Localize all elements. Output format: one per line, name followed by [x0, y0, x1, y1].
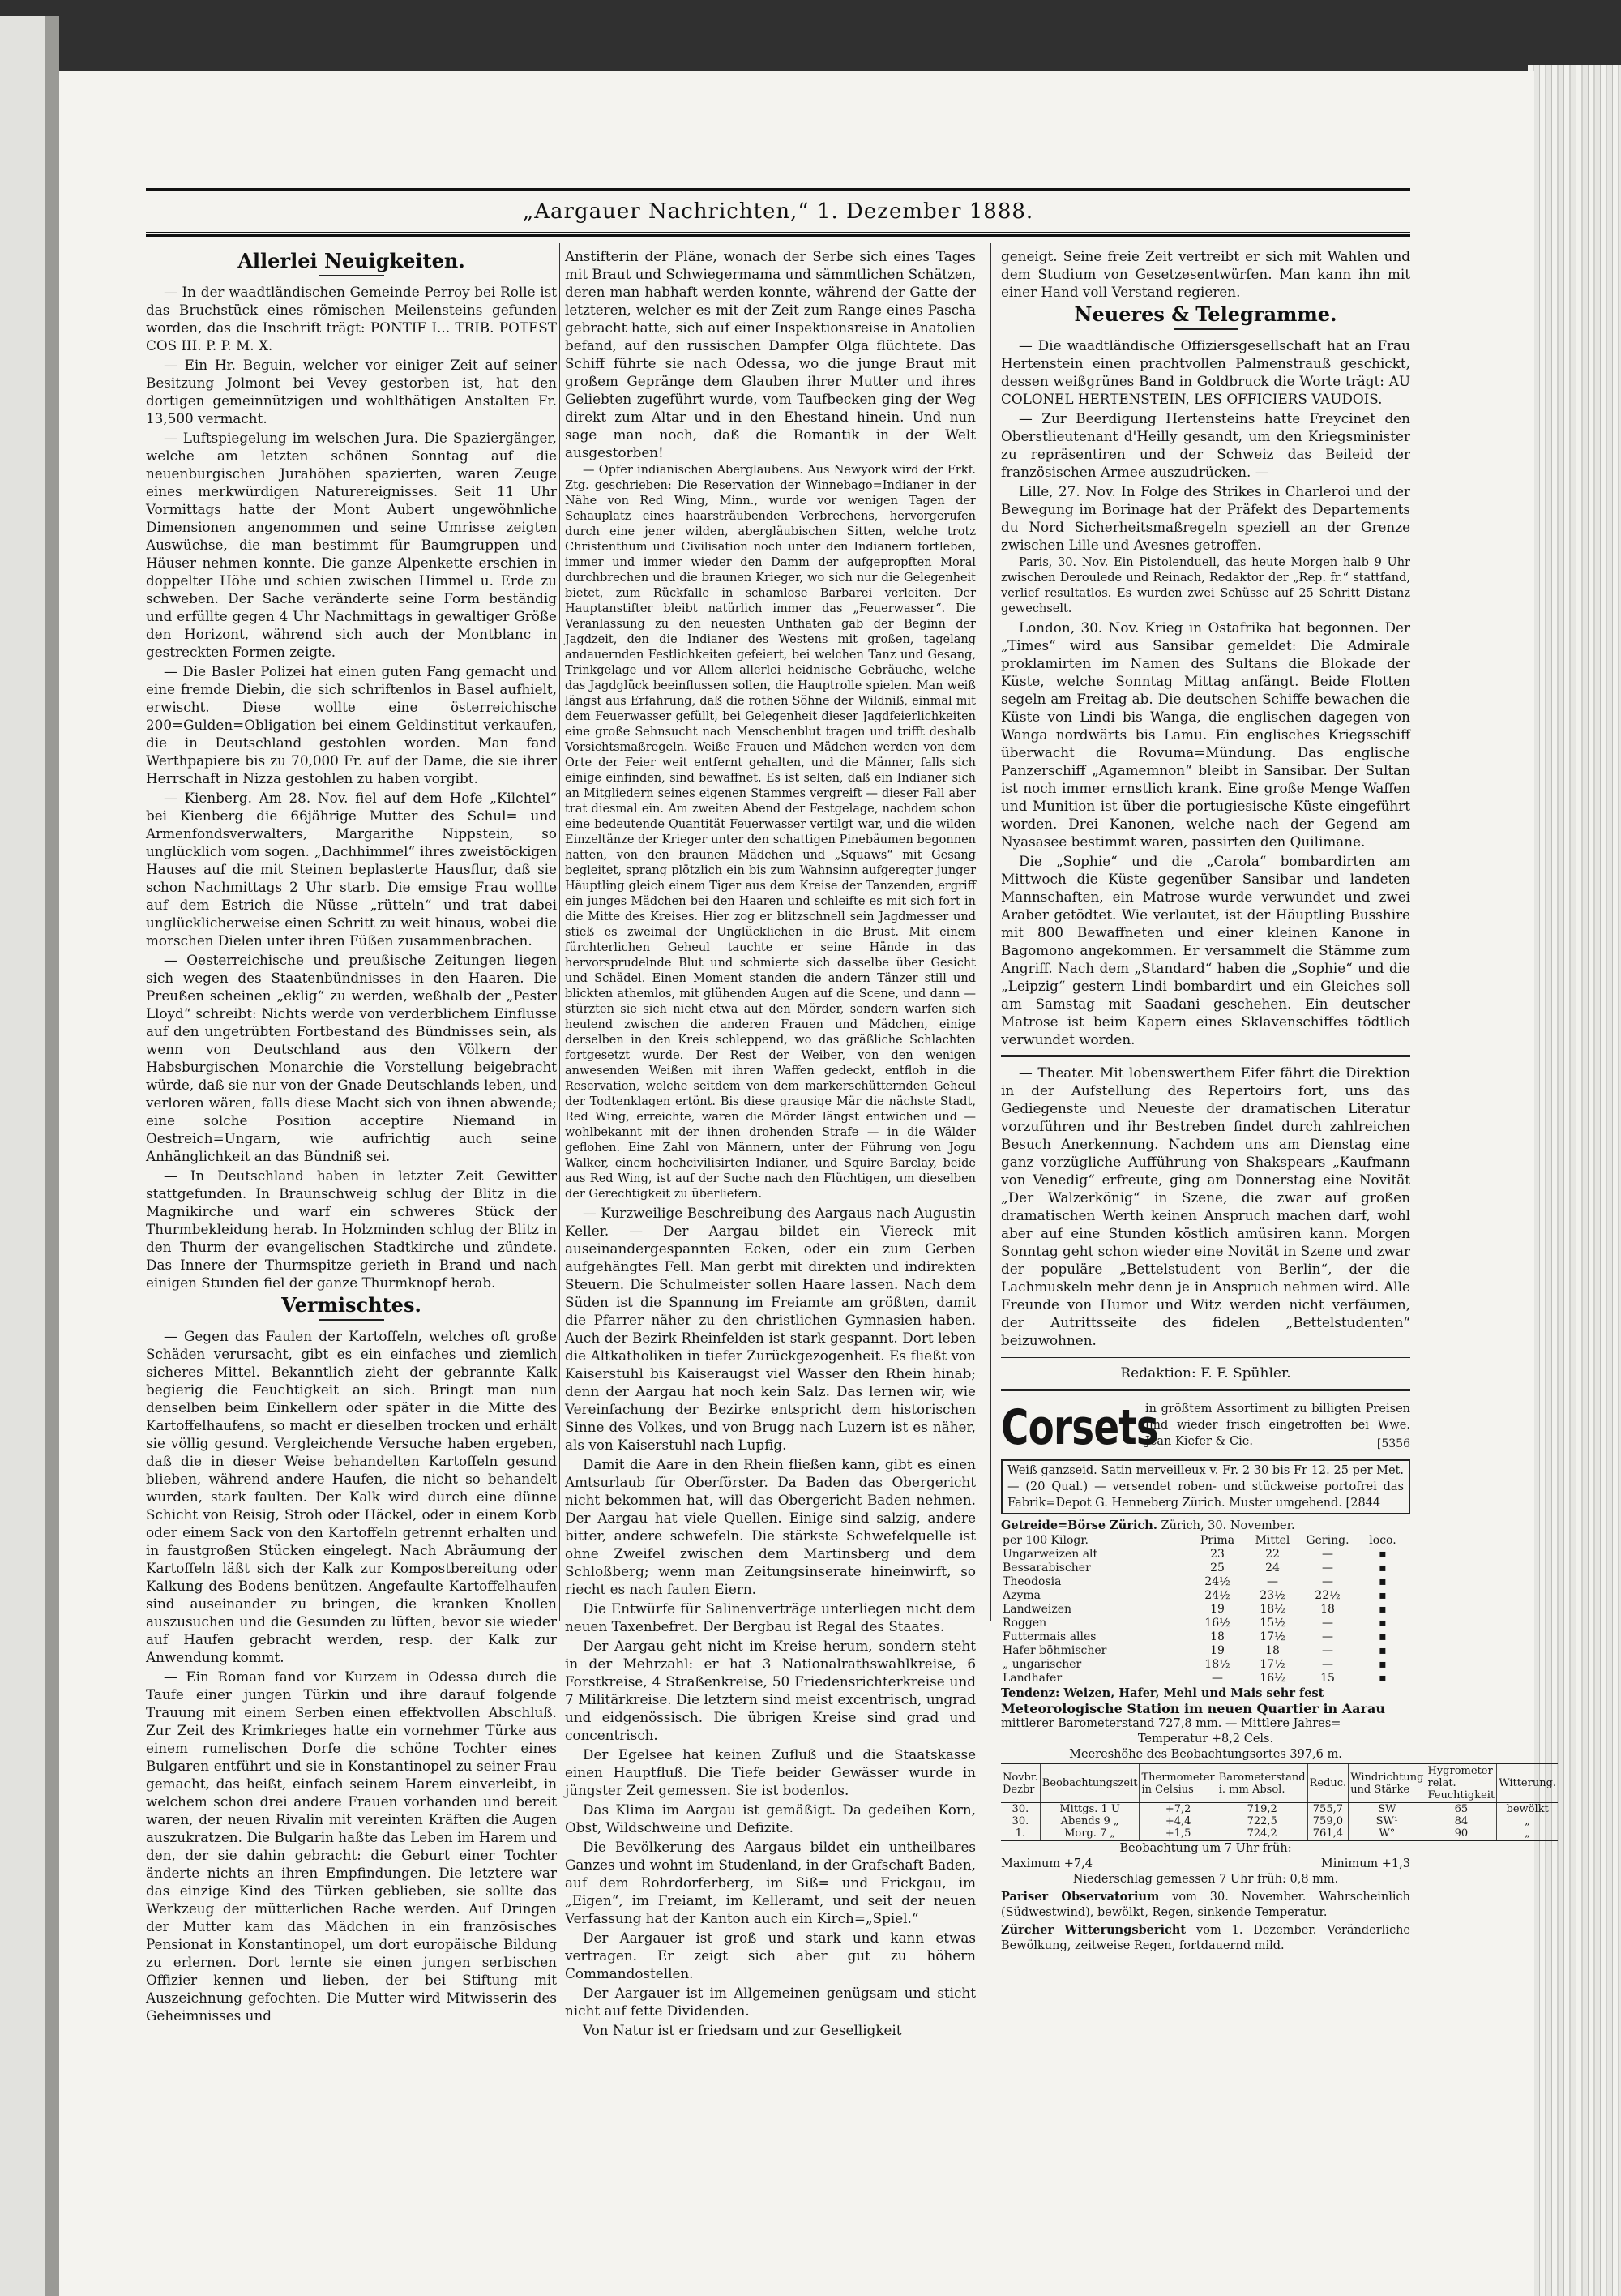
grain-price: 18½: [1204, 1658, 1230, 1671]
header-rule: [146, 188, 1410, 191]
meteo-cell: 84: [1426, 1815, 1497, 1827]
grain-price: 23½: [1260, 1589, 1285, 1602]
meteo-cell: 719,2: [1217, 1803, 1307, 1816]
grain-row: [1001, 1617, 1410, 1630]
editor-line: Redaktion: F. F. Spühler.: [1120, 1365, 1291, 1381]
grain-price: 25: [1210, 1561, 1225, 1574]
grain-price: —: [1322, 1658, 1333, 1671]
meteo-table: [1001, 1763, 1558, 1841]
meteo-row: [1001, 1803, 1558, 1816]
meteo-cell: Abends 9 „: [1040, 1815, 1140, 1827]
grain-price: 15: [1320, 1672, 1335, 1685]
grain-price: —: [1322, 1548, 1333, 1561]
telegram: Die „Sophie“ und die „Carola“ bombardirten am Mittwoch die Küste gegenüber Sansibar und landeten Mannschaften, ein Matrose wurde verwundet und zwei Araber getödtet. Wie verlautet, ist der Häuptling Busshire mit 800 Bewaffneten und einer kleinen Kanone in Bagomono angekommen. Er versammelt die Stämme zum Angriff. Nach dem „Standard“ haben die „Sophie“ und die „Leipzig“ gestern Lindi bombardirt und ein Gleiches soll am Samstag mit Saadani geschehen. Ein deutscher Matrose ist beim Kapern eines Sklavenschiffes tödtlich verwundet worden.: [1001, 853, 1410, 1047]
grain-name: Landweizen: [1003, 1603, 1072, 1616]
grain-tendency: Tendenz: Weizen, Hafer, Mehl und Mais sehr fest: [1001, 1686, 1324, 1700]
ad-text: in größtem Assortiment zu billigten Preisen find wieder frisch eingetroffen bei Wwe. Jean Kiefer & Cie.: [1145, 1403, 1410, 1448]
paris-title: Pariser Observatorium: [1001, 1890, 1160, 1904]
grain-price: 17½: [1260, 1658, 1285, 1671]
grain-price: 22: [1265, 1548, 1280, 1561]
meteo-cell: 1.: [1015, 1827, 1026, 1840]
grain-price: —: [1212, 1672, 1223, 1685]
meteo-obs: Beobachtung um 7 Uhr früh:: [1119, 1842, 1292, 1855]
meteo-cell: Mittgs. 1 U: [1040, 1803, 1140, 1816]
telegram: Lille, 27. Nov. In Folge des Strikes in Charleroi und der Bewegung im Borinage hat der Präfekt des Departements du Nord Sicherheitsmaßregeln speziell an der Grenze zwischen Lille und Avesnes getroffen.: [1001, 483, 1410, 553]
grain-exchange: [1001, 1518, 1410, 1701]
article: — In Deutschland haben in letzter Zeit Gewitter stattgefunden. In Braunschweig schlug der Blitz in die Magnikirche und warf ein schweres Stück der Thurmbekleidung herab. In Holzminden schlug der Blitz in den Thurm der evangelischen Stadtkirche und zündete. Das Innere der Thurmspitze gerieth in Brand und nach einigen Stunden fiel der ganze Thurmknopf herab.: [146, 1167, 557, 1291]
page-stack-edges: [1528, 65, 1621, 2296]
article: Anstifterin der Pläne, wonach der Serbe sich eines Tages mit Braut und Schwiegermama und sämmtlichen Schätzen, deren man habhaft werden konnte, während der Gatte der letzteren, welcher es mit der Zeit zum Range eines Pascha gebracht hatte, sich auf einer Inspektionsreise in Anatolien befand, auf den russischen Dampfer Olga flüchtete. Das Schiff führte sie nach Odessa, wo die junge Braut mit großem Gepränge dem Glauben ihrer Mutter und ihres Geliebten zugeführt wurde, vom Taufbecken ging der Weg direkt zum Altar und in den Ehestand hinein. Und nun sage man noch, daß die Romantik in der Welt ausgestorben!: [565, 248, 976, 460]
grain-name: Azyma: [1003, 1589, 1041, 1602]
meteo-cell: „: [1497, 1827, 1558, 1840]
zurich-weather: [1001, 1922, 1410, 1954]
grain-name: Landhafer: [1003, 1672, 1063, 1685]
satin-advertisement: Weiß ganzseid. Satin merveilleux v. Fr. 2 30 bis Fr 12. 25 per Met. — (20 Qual.) — versendet roben- und stückweise portofrei das Fabrik=Depot G. Henneberg Zürich. Muster umgehend. [2844: [1001, 1459, 1410, 1514]
article: Die Bevölkerung des Aargaus bildet ein untheilbares Ganzes und wohnt im Studenland, in der Grafschaft Baden, auf dem Rohrdorferberg, im Siß= und Frickgau, im „Eigen“, im Freiamt, im Kelleramt, und seit der neuen Verfassung hat der Kanton auch ein Kirch=„Spiel.“: [565, 1839, 976, 1926]
column-1: [146, 247, 557, 2026]
grain-col-header: loco.: [1369, 1534, 1396, 1547]
grain-date: Zürich, 30. November.: [1161, 1519, 1295, 1532]
grain-price: ▪: [1379, 1630, 1387, 1643]
meteo-cell: bewölkt: [1497, 1803, 1558, 1816]
section-rule: [319, 275, 384, 276]
meteo-col-header: Beobachtungszeit: [1040, 1763, 1140, 1803]
section-rule: [1174, 328, 1238, 330]
article: — Luftspiegelung im welschen Jura. Die Spaziergänger, welche am letzten schönen Sonntag auf die neuenburgischen Jurahöhen spazierten, waren Zeuge eines merkwürdigen Naturereignisses. Seit 11 Uhr Vormittags hatte der Mont Aubert ungewöhnliche Dimensionen angenommen und seine Umrisse zeigten Auswüchse, die man bestimmt für Baumgruppen und Häuser nehmen konnte. Die ganze Alpenkette erschien in doppelter Höhe und schien zwischen Himmel u. Erde zu schweben. Der Sache veränderte seine Form beständig und erfüllte gegen 4 Uhr Nachmittags in gewaltiger Größe den Horizont, während sich auch der Montblanc in gestreckten Formen zeigte.: [146, 430, 557, 660]
section-title: Allerlei Neuigkeiten.: [237, 249, 465, 272]
grain-price: —: [1267, 1575, 1278, 1588]
article: Von Natur ist er friedsam und zur Geselligkeit: [583, 2022, 902, 2038]
grain-price: ▪: [1379, 1672, 1387, 1685]
column-3: [1001, 247, 1557, 1954]
grain-row: [1001, 1644, 1410, 1658]
zurich-title: Zürcher Witterungsbericht: [1001, 1923, 1187, 1937]
grain-title: Getreide=Börse Zürich.: [1001, 1519, 1157, 1532]
header-double-rule: [146, 232, 1410, 237]
grain-name: Bessarabischer: [1003, 1561, 1091, 1574]
telegram: — Zur Beerdigung Hertensteins hatte Freycinet den Oberstlieutenant d'Heilly gesandt, um den Kriegsminister zu repräsentiren und der Schweiz das Beileid der französischen Armee auszudrücken. —: [1001, 410, 1410, 480]
grain-col-header: Gering.: [1306, 1534, 1349, 1547]
grain-price: 24½: [1204, 1589, 1230, 1602]
grain-row: [1001, 1589, 1410, 1603]
article: Der Aargau geht nicht im Kreise herum, sondern steht in der Mehrzahl: er hat 3 Nationalrathswahlkreise, 6 Forstkreise, 4 Straßenkreise, 50 Friedensrichterkreise und 7 Militärkreise. Die letztern sind meist excentrisch, ungrad und eidgenössisch. Die übrigen Kreise sind grad und concentrisch.: [565, 1638, 976, 1743]
page-header: „Aargauer Nachrichten,“ 1. Dezember 1888.: [522, 199, 1034, 224]
article: Der Aargauer ist groß und stark und kann etwas vertragen. Er zeigt sich aber gut zu höhern Commandostellen.: [565, 1930, 976, 1981]
corset-advertisement: [1001, 1398, 1410, 1458]
grain-price: 18: [1320, 1603, 1335, 1616]
grain-price: ▪: [1379, 1548, 1387, 1561]
grain-col-header: Mittel: [1255, 1534, 1290, 1547]
column-rule: [990, 243, 991, 1621]
article: — Theater. Mit lobenswerthem Eifer fährt die Direktion in der Aufstellung des Repertoirs fort, uns das Gediegenste und Neueste der dramatischen Literatur vorzuführen und ihr Bestreben findet durch zahlreichen Besuch Anerkennung. Nachdem uns am Dienstag eine ganz vorzügliche Aufführung von Shakspears „Kaufmann von Venedig“ erfreute, ging am Donnerstag eine Novität „Der Walzerkönig“ in Szene, die zwar auf großen dramatischen Werth keinen Anspruch machen darf, wohl aber auf eine Stunden köstlich amüsiren kann. Morgen Sonntag geht schon wieder eine Novität in Szene und zwar der populäre „Bettelstudent von Berlin“, der die Lachmuskeln mehr denn je in Anspruch nehmen wird. Alle Freunde von Humor und Witz werden nicht verfäumen, der Autrittsseite des fidelen „Bettelstudenten“ beizuwohnen.: [1001, 1064, 1410, 1348]
article: — Ein Hr. Beguin, welcher vor einiger Zeit auf seiner Besitzung Jolmont bei Vevey gestorben ist, hat den dortigen gemeinnützigen und wohlthätigen Anstalten Fr. 13,500 vermacht.: [146, 357, 557, 426]
grain-price: 15½: [1260, 1617, 1285, 1630]
paris-observatory: [1001, 1889, 1410, 1921]
meteo-cell: +1,5: [1140, 1827, 1217, 1840]
section-rule: [319, 1319, 384, 1321]
section-title: Neueres & Telegramme.: [1074, 302, 1337, 326]
grain-name: Ungarweizen alt: [1003, 1548, 1098, 1561]
grain-row: [1001, 1630, 1410, 1644]
grain-name: Hafer böhmischer: [1003, 1644, 1107, 1657]
grain-price: 18½: [1260, 1603, 1285, 1616]
grain-col-header: Prima: [1200, 1534, 1235, 1547]
meteo-precip: Niederschlag gemessen 7 Uhr früh: 0,8 mm.: [1072, 1873, 1339, 1886]
article: — In der waadtländischen Gemeinde Perroy bei Rolle ist das Bruchstück eines römischen Meilensteins gefunden worden, das die Inschrift trägt: PONTIF I... TRIB. POTEST COS III. P. P. M. X.: [146, 284, 557, 353]
grain-header-row: [1001, 1534, 1410, 1548]
grain-name: „ ungarischer: [1003, 1658, 1082, 1671]
meteo-cell: 722,5: [1217, 1815, 1307, 1827]
grain-price: —: [1322, 1630, 1333, 1643]
grain-price: 24½: [1204, 1575, 1230, 1588]
grain-price: 18: [1265, 1644, 1280, 1657]
meteo-min: Minimum +1,3: [1320, 1857, 1410, 1870]
meteo-station: [1001, 1701, 1557, 1887]
meteo-cell: +7,2: [1140, 1803, 1217, 1816]
grain-price: ▪: [1379, 1617, 1387, 1630]
separator-rule: [1001, 1356, 1410, 1358]
telegram: Paris, 30. Nov. Ein Pistolenduell, das heute Morgen halb 9 Uhr zwischen Deroulede und Reinach, Redaktor der „Rep. fr.“ stattfand, verlief resultatlos. Es wurden zwei Schüsse auf 25 Schritt Distanz gewechselt.: [1001, 556, 1410, 615]
grain-price: —: [1322, 1575, 1333, 1588]
meteo-line: mittlerer Barometerstand 727,8 mm. — Mittlere Jahres=: [1001, 1717, 1341, 1730]
meteo-col-header: Barometerstand i. mm Absol.: [1217, 1763, 1307, 1803]
grain-row: [1001, 1658, 1410, 1672]
meteo-cell: „: [1497, 1815, 1558, 1827]
telegram: London, 30. Nov. Krieg in Ostafrika hat begonnen. Der „Times“ wird aus Sansibar gemeldet: Die Admirale proklamirten im Namen des Sultans die Blokade der Küste, welche Sonntag Mittag anfängt. Beide Flotten segeln am Freitag ab. Die deutschen Schiffe bewachen die Küste von Lindi bis Wanga, die englischen dagegen von Wanga nordwärts bis Lamu. Ein englisches Kriegsschiff überwacht die Rovuma=Mündung. Das englische Panzerschiff „Agamemnon“ bleibt in Sansibar. Der Sultan ist noch immer ernstlich krank. Eine große Menge Waffen und Munition ist über die portugiesische Küste eingeführt worden. Drei Kanonen, welche nach der Gegend am Nyasasee bestimmt waren, passirten den Quilimane.: [1001, 619, 1410, 850]
grain-price: ▪: [1379, 1575, 1387, 1588]
meteo-row: [1001, 1827, 1558, 1840]
grain-table: [1001, 1534, 1410, 1686]
separator-rule: [1001, 1055, 1410, 1057]
grain-unit: per 100 Kilogr.: [1003, 1534, 1089, 1547]
article: Der Aargauer ist im Allgemeinen genügsam und sticht nicht auf fette Dividenden.: [565, 1985, 976, 2019]
grain-name: Roggen: [1003, 1617, 1047, 1630]
meteo-max: Maximum +7,4: [1001, 1857, 1093, 1870]
grain-price: 19: [1210, 1644, 1225, 1657]
grain-row: [1001, 1603, 1410, 1617]
meteo-cell: 755,7: [1307, 1803, 1349, 1816]
meteo-cell: 90: [1426, 1827, 1497, 1840]
grain-row: [1001, 1561, 1410, 1575]
meteo-cell: SW¹: [1349, 1815, 1426, 1827]
meteo-extremes: [1001, 1857, 1410, 1872]
article: Der Egelsee hat keinen Zufluß und die Staatskasse einen Hauptfluß. Die Tiefe beider Gewässer wurde in jüngster Zeit gemessen. Sie ist bodenlos.: [565, 1746, 976, 1798]
column-2: [565, 247, 976, 2041]
grain-price: —: [1322, 1561, 1333, 1574]
meteo-cell: SW: [1349, 1803, 1426, 1816]
separator-rule: [1001, 1389, 1410, 1391]
article: Das Klima im Aargau ist gemäßigt. Da gedeihen Korn, Obst, Wildschweine und Defizite.: [565, 1801, 976, 1836]
grain-row: [1001, 1548, 1410, 1561]
telegram: — Die waadtländische Offiziersgesellschaft hat an Frau Hertenstein einen prachtvollen Palmenstrauß geschickt, dessen weißgrünes Band in Goldbruck die Worte trägt: AU COLONEL HERTENSTEIN, LES OFFICIERS VAUDOIS.: [1001, 337, 1410, 407]
paris-date: vom 30. November.: [1172, 1891, 1307, 1904]
meteo-cell: +4,4: [1140, 1815, 1217, 1827]
article: Die Entwürfe für Salinenverträge unterliegen nicht dem neuen Taxenbefret. Der Bergbau ist Regal des Staates.: [565, 1600, 976, 1634]
article: geneigt. Seine freie Zeit vertreibt er sich mit Wahlen und dem Studium von Gesetzesentwürfen. Man kann ihn mit einer Hand voll Verstand regieren.: [1001, 248, 1410, 300]
meteo-row: [1001, 1815, 1558, 1827]
zurich-text: Veränderliche Bewölkung, zeitweise Regen, fortdauernd mild.: [1001, 1924, 1410, 1952]
meteo-col-header: Hygrometer relat. Feuchtigkeit: [1426, 1763, 1497, 1803]
grain-row: [1001, 1575, 1410, 1589]
paris-text: Wahrscheinlich (Südwestwind), bewölkt, Regen, sinkende Temperatur.: [1001, 1891, 1411, 1919]
article: — Gegen das Faulen der Kartoffeln, welches oft große Schäden verursacht, gibt es ein einfaches und ziemlich sicheres Mittel. Bekanntlich zieht der gebrannte Kalk begierig die Feuchtigkeit an sich. Bringt man nun denselben beim Einkellern oder später in die Mitte des Kartoffelhaufens, so macht er dieselben trocken und erhält sie völlig gesund. Vergleichende Versuche haben ergeben, daß die in dieser Weise behandelten Kartoffeln gesund blieben, während andere Haufen, die nicht so behandelt wurden, stark faulten. Der Kalk wird durch eine dünne Schicht von Reisig, Stroh oder Häckel, oder in einem Korb oder einem Sack von den Kartoffeln getrennt erhalten und in faustgroßen Stücken eingelegt. Nach Abräumung der Kartoffeln läßt sich der Kalk zur Kompostbereitung oder Kalkung des Bodens benützen. Angefaulte Kartoffelhaufen sind auseinander zu bringen, die kranken Knollen auszusuchen und die Gesunden zu lüften, bevor sie wieder auf Haufen gebracht werden, resp. der Kalk zur Anwendung kommt.: [146, 1328, 557, 1665]
grain-price: 22½: [1315, 1589, 1341, 1602]
meteo-col-header: Reduc.: [1307, 1763, 1349, 1803]
article: — Oesterreichische und preußische Zeitungen liegen sich wegen des Staatenbündnisses in den Haaren. Die Preußen scheinen „eklig“ zu werden, weßhalb der „Pester Lloyd“ schreibt: Nichts werde von verderblichem Einflusse auf den ungetrübten Fortbestand des Bündnisses sein, als wenn von Deutschland aus den Völkern der Habsburgischen Monarchie die Vorstellung beigebracht würde, daß sie nur von der Gnade Deutschlands leben, und verloren wären, falls diese Macht sich von ihnen abwende; eine solche Position acceptire Niemand in Oestreich=Ungarn, wie aufrichtig auch seine Anhänglichkeit an das Bündniß sei.: [146, 952, 557, 1164]
grain-price: ▪: [1379, 1589, 1387, 1602]
article: — Die Basler Polizei hat einen guten Fang gemacht und eine fremde Diebin, die sich schriftenlos in Basel aufhielt, erwischt. Diese wollte eine österreichische 200=Gulden=Obligation bei einem Geldinstitut verkaufen, die in Deutschland gestohlen worden. Man fand Werthpapiere bis zu 70,000 Fr. auf der Dame, die sie ihrer Herrschaft in Nizza gestohlen zu haben vorgibt.: [146, 663, 557, 786]
grain-price: ▪: [1379, 1644, 1387, 1657]
grain-price: 17½: [1260, 1630, 1285, 1643]
grain-heading: [1001, 1518, 1410, 1534]
grain-price: ▪: [1379, 1603, 1387, 1616]
meteo-cell: 30.: [1012, 1803, 1029, 1815]
grain-row: [1001, 1672, 1410, 1686]
section-title: Vermischtes.: [281, 1293, 421, 1317]
grain-price: 16½: [1260, 1672, 1285, 1685]
meteo-cell: 759,0: [1307, 1815, 1349, 1827]
zurich-date: vom 1. Dezember.: [1196, 1924, 1317, 1937]
meteo-col-header: Thermometer in Celsius: [1140, 1763, 1217, 1803]
meteo-col-header: Windrichtung und Stärke: [1349, 1763, 1426, 1803]
grain-name: Futtermais alles: [1003, 1630, 1097, 1643]
meteo-cell: W°: [1349, 1827, 1426, 1840]
book-gutter: [45, 16, 59, 2296]
ad-title: Corsets: [1001, 1399, 1158, 1456]
meteo-cell: 724,2: [1217, 1827, 1307, 1840]
meteo-cell: 65: [1426, 1803, 1497, 1816]
article: — Ein Roman fand vor Kurzem in Odessa durch die Taufe einer jungen Türkin und ihre darauf folgende Trauung mit einem Serben einen effektvollen Abschluß. Zur Zeit des Krimkrieges hatte ein vornehmer Türke aus einem rumelischen Dorfe die schöne Tochter eines Bulgaren entführt und sie in Konstantinopel zu seiner Frau gemacht, das heißt, einfach seinem Harem einverleibt, in welchem schon drei andere Frauen vorhanden und bereit waren, der neuen Rivalin mit vereinten Kräften die Augen auszukratzen. Die Bulgarin haßte das Leben im Harem und den, der sie dahin gebracht: die Geburt einer Tochter änderte nichts an ihren Empfindungen. Die letztere war das einzige Kind des Türken geblieben, sie sollte das Werkzeug der mütterlichen Rache werden. Auf Dringen der Mutter kam das Mädchen in ein französisches Pensionat in Konstantinopel, um dort europäische Bildung zu erlernen. Dort lernte sie einen jungen serbischen Offizier kennen und lieben, der bei Stiftung mit Auszeichnung gefochten. Die Mutter wird Mitwisserin des Geheimnisses und: [146, 1668, 557, 2024]
article-small-print: — Opfer indianischen Aberglaubens. Aus Newyork wird der Frkf. Ztg. geschrieben: Die Reservation der Winnebago=Indianer in der Nähe von Red Wing, Minn., wurde vor wenigen Tagen der Schauplatz eines haarsträubenden Verbrechens, hervorgerufen durch eine jener wilden, abergläubischen Sitten, welche trotz Christenthum und Civilisation noch unter den Indianern fortleben, immer und immer wieder den Damm der aufgepropften Moral durchbrechen und die braunen Krieger, wo sich nur die Gelegenheit bietet, zum Rückfalle in schamlose Barbarei verleiten. Der Hauptanstifter bleibt natürlich immer das „Feuerwasser“. Die Veranlassung zu den neuesten Unthaten gab der Beginn der Jagdzeit, den die Indianer des Westens mit großen, tagelang andauernden Festlichkeiten gefeiert, bei welchen Tanz und Gesang, Trinkgelage und vor Allem allerlei heidnische Gebräuche, welche das Jagdglück beeinflussen sollen, die Hauptrolle spielen. Man weiß längst aus Erfahrung, daß die rothen Söhne der Wildniß, einmal mit dem Feuerwasser gefüllt, bei Gelegenheit dieser Jagdfeierlichkeiten eine große Sehnsucht nach Menschenblut tragen und trifft deshalb Vorsichtsmaßregeln. Weiße Frauen und Mädchen werden von dem Orte der Feier weit entfernt gehalten, und die Männer, falls sich einige einfinden, sind bewaffnet. Es ist selten, daß ein Indianer sich an Mitgliedern seines eigenen Stammes vergreift — dieser Fall aber trat diesmal ein. Am zweiten Abend der Festgelage, nachdem schon eine bedeutende Quantität Feuerwasser vertilgt war, und die wilden Einzeltänze der Krieger unter den schattigen Pinebäumen begonnen hatten, von den braunen Mädchen und „Squaws“ mit Gesang begleitet, sprang plötzlich ein bis zum Wahnsinn aufgeregter junger Häuptling gleich einem Tiger aus dem Kreise der Tanzenden, ergriff ein junges Mädchen bei den Haaren und schleifte es mit sich fort in die Mitte des Kreises. Hier zog er blitzschnell sein Jagdmesser und stieß es zweimal der Unglücklichen in die Brust. Mit einem fürchterlichen Geheul tauchte er seine Hände in das hervorsprudelnde Blut und schmierte sich dasselbe über Gesicht und Schädel. Einen Moment standen die andern Tänzer still und blickten athemlos, mit glühenden Augen auf die Scene, und dann — stürzten sie sich nicht etwa auf den Mörder, sondern warfen sich heulend zwischen die anderen Frauen und Mädchen, einige derselben in den Kreis schleppend, wo das gräßliche Schlachten fortgesetzt wurde. Der Rest der Weiber, von den wenigen anwesenden Weißen mit ihren Waffen gedeckt, entfloh in die Reservation, welche seitdem von dem markerschütternden Geheul der Todtenklagen ertönt. Bis diese grausige Mär die nächste Stadt, Red Wing, erreichte, waren die Mörder längst entwichen und — wohlbekannt mit der ihnen drohenden Strafe — in die Wälder geflohen. Eine Zahl von Männern, unter der Führung von Jogu Walker, einem hochcivilisirten Indianer, und Squire Barclay, beide aus Red Wing, ist auf der Suche nach den Flüchtigen, um dieselben der Gerechtigkeit zu überliefern.: [565, 464, 976, 1201]
article: — Kurzweilige Beschreibung des Aargaus nach Augustin Keller. — Der Aargau bildet ein Viereck mit auseinandergespannten Ecken, oder ein zum Gerben aufgehängtes Fell. Man gerbt mit direkten und indirekten Steuern. Die Schulmeister sollen Haare lassen. Nach dem Süden ist die Spannung im Freiamte am größten, damit die Pfarrer näher zu den christlichen Gymnasien haben. Auch der Bezirk Rheinfelden ist stark gespannt. Dort leben die Altkatholiken in tiefer Zurückgezogenheit. Es fließt von Kaiserstuhl bis Kaiseraugst viel Wasser den Rhein hinab; denn der Aargau hat noch kein Salz. Das lernen wir, wie Vereinfachung der Bezirke entspricht dem historischen Sinne des Volkes, und von Brugg nach Luzern ist es näher, als von Kaiserstuhl nach Lupfig.: [565, 1205, 976, 1453]
grain-price: 16½: [1204, 1617, 1230, 1630]
grain-price: 19: [1210, 1603, 1225, 1616]
grain-name: Theodosia: [1003, 1575, 1062, 1588]
meteo-cell: 761,4: [1307, 1827, 1349, 1840]
meteo-line: Temperatur +8,2 Cels.: [1137, 1733, 1274, 1746]
meteo-cell: 30.: [1012, 1815, 1029, 1827]
grain-price: —: [1322, 1617, 1333, 1630]
grain-price: 24: [1265, 1561, 1280, 1574]
article: — Kienberg. Am 28. Nov. fiel auf dem Hofe „Kilchtel“ bei Kienberg die 66jährige Mutter des Schul= und Armenfondsverwalters, Margarithe Nippstein, so unglücklich vom sogen. „Dachhimmel“ ihres zweistöckigen Hauses auf die mit Steinen beplasterte Hausflur, daß sie schon Nachmittags 2 Uhr starb. Die emsige Frau wollte auf dem Estrich die Nüsse „rütteln“ und trat dabei unglücklicherweise einen Schritt zu weit hinaus, wobei die morschen Dielen unter ihren Füßen zusammenbrachen.: [146, 790, 557, 949]
meteo-cell: Morg. 7 „: [1040, 1827, 1140, 1840]
meteo-title: Meteorologische Station im neuen Quartier in Aarau: [1001, 1701, 1385, 1716]
grain-price: 23: [1210, 1548, 1225, 1561]
meteo-col-header: Novbr. Dezbr: [1001, 1763, 1040, 1803]
grain-price: ▪: [1379, 1561, 1387, 1574]
meteo-line: Meereshöhe des Beobachtungsortes 397,6 m.: [1069, 1748, 1342, 1761]
grain-price: —: [1322, 1644, 1333, 1657]
article: Damit die Aare in den Rhein fließen kann, gibt es einen Amtsurlaub für Oberförster. Da Baden das Obergericht nicht bekommen hat, will das Obergericht Baden nehmen. Der Aargau hat viele Quellen. Einige sind salzig, andere bitter, andere schwefeln. Die stärkste Schwefelquelle ist ohne Zweifel zwischen dem Martinsberg und dem Schloßberg; wenn man Zeitungsinserate hineinwirft, so riecht es nach faulen Eiern.: [565, 1456, 976, 1597]
grain-price: ▪: [1379, 1658, 1387, 1671]
meteo-col-header: Witterung.: [1497, 1763, 1558, 1803]
grain-price: 18: [1210, 1630, 1225, 1643]
column-rule: [559, 243, 560, 1621]
ad-number: [5356: [1376, 1437, 1410, 1450]
